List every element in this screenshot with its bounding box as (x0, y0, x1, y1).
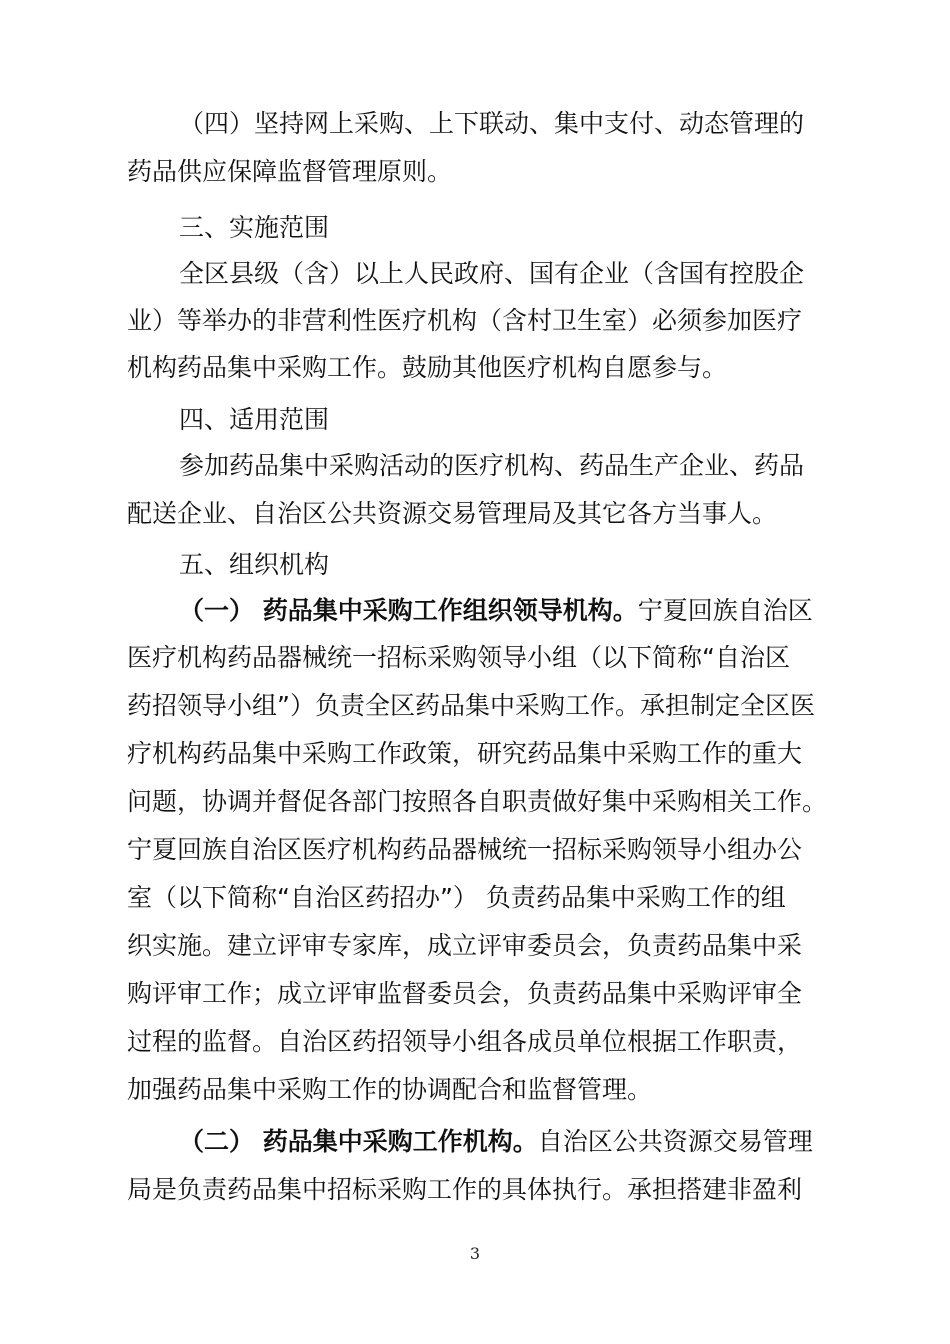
section-heading: 四、适用范围 (179, 405, 330, 434)
text-line: 业）等举办的非营利性医疗机构（含村卫生室）必须参加医疗 (127, 306, 803, 335)
text-line: 医疗机构药品器械统一招标采购领导小组（以下简称“自治区 (127, 643, 790, 672)
section-heading: 三、实施范围 (179, 213, 330, 242)
subsection-title: （二） 药品集中采购工作机构。 (179, 1127, 538, 1156)
text-line: 配送企业、自治区公共资源交易管理局及其它各方当事人。 (127, 499, 778, 528)
text-line (179, 587, 813, 635)
text-line: 参加药品集中采购活动的医疗机构、药品生产企业、药品 (179, 451, 805, 480)
text-run: 宁夏回族自治区 (637, 596, 813, 625)
text-line: 加强药品集中采购工作的协调配合和监督管理。 (127, 1075, 653, 1104)
text-line: 宁夏回族自治区医疗机构药品器械统一招标采购领导小组办公 (127, 835, 803, 864)
text-line: 过程的监督。自治区药招领导小组各成员单位根据工作职责， (127, 1027, 803, 1056)
page-number: 3 (469, 1244, 481, 1263)
text-line: 问题，协调并督促各部门按照各自职责做好集中采购相关工作。 (127, 787, 828, 816)
text-line: 局是负责药品集中招标采购工作的具体执行。承担搭建非盈利 (127, 1175, 803, 1204)
text-line (179, 1118, 813, 1166)
text-line: 疗机构药品集中采购工作政策，研究药品集中采购工作的重大 (127, 739, 803, 768)
text-line: 织实施。建立评审专家库，成立评审委员会，负责药品集中采 (127, 931, 803, 960)
text-line: 机构药品集中采购工作。鼓励其他医疗机构自愿参与。 (127, 353, 728, 382)
text-line: 药品供应保障监督管理原则。 (127, 157, 453, 186)
subsection-title: （一） 药品集中采购工作组织领导机构。 (179, 596, 638, 625)
text-line: 药招领导小组”）负责全区药品集中采购工作。承担制定全区医 (127, 691, 815, 720)
text-line: 室（以下简称“自治区药招办”） 负责药品集中采购工作的组 (127, 883, 786, 912)
text-line: 全区县级（含）以上人民政府、国有企业（含国有控股企 (179, 259, 805, 288)
text-run: 自治区公共资源交易管理 (537, 1127, 813, 1156)
text-line: （四）坚持网上采购、上下联动、集中支付、动态管理的 (179, 109, 805, 138)
section-heading: 五、组织机构 (179, 550, 330, 579)
text-line: 购评审工作；成立评审监督委员会，负责药品集中采购评审全 (127, 979, 803, 1008)
